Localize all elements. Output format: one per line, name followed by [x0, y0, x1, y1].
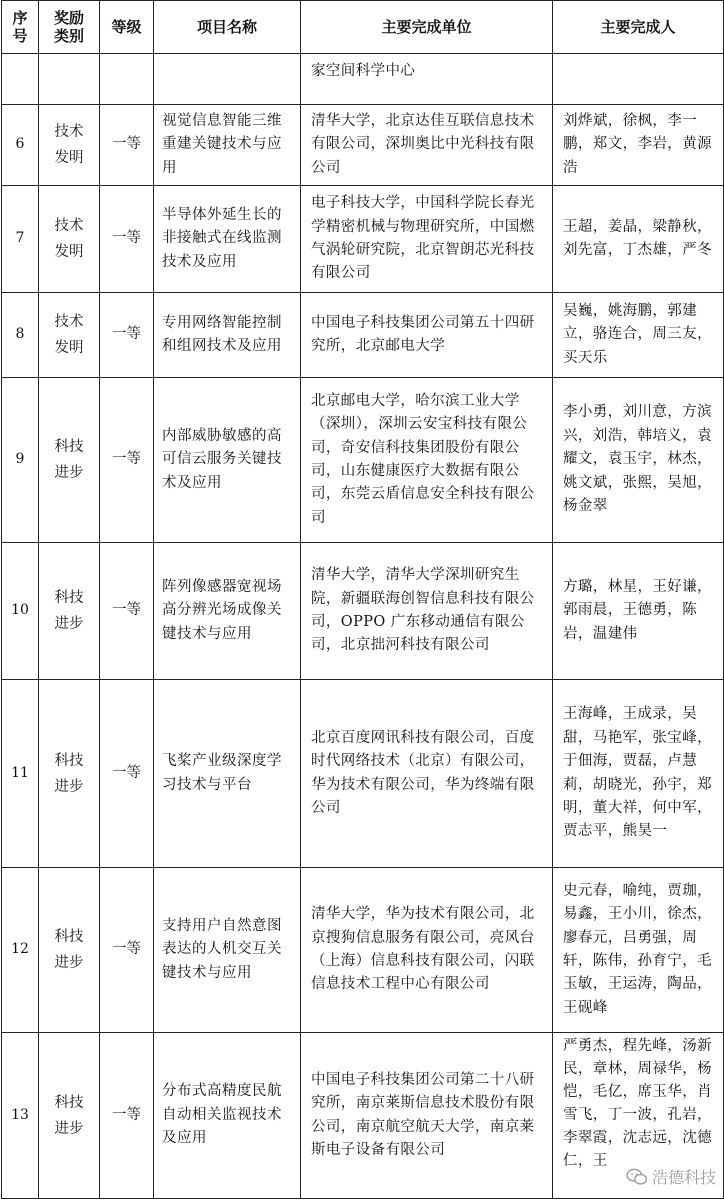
- row-index: 12: [2, 868, 39, 1033]
- table-row: [2, 105, 724, 186]
- row-units: 清华大学，华为技术有限公司，北京搜狗信息服务有限公司，亮风台（上海）信息科技有限公司，闪联信息技术工程中心有限公司: [301, 868, 553, 1033]
- row-project-name: 专用网络智能控制和组网技术及应用: [154, 293, 301, 378]
- row-units: 清华大学，北京达佳互联信息技术有限公司，深圳奥比中光科技有限公司: [301, 105, 553, 186]
- row-grade: 一等: [100, 105, 154, 186]
- table-row: [2, 680, 724, 868]
- row-award-type: [39, 54, 100, 105]
- row-persons: 史元春，喻纯，贾珈，易鑫，王小川，徐杰，廖春元，吕勇强，周轩，陈伟，孙育宁，毛玉敏，王运涛，陶品，王砚峰: [553, 868, 724, 1033]
- table-row: [2, 54, 724, 105]
- row-grade: 一等: [100, 868, 154, 1033]
- row-index: 11: [2, 680, 39, 868]
- row-award-type: 技术发明: [39, 105, 100, 186]
- row-project-name: 视觉信息智能三维重建关键技术与应用: [154, 105, 301, 186]
- table-row: [2, 868, 724, 1033]
- row-grade: 一等: [100, 1033, 154, 1199]
- row-grade: 一等: [100, 186, 154, 293]
- header-row: [2, 1, 724, 54]
- row-units: 中国电子科技集团公司第五十四研究所，北京邮电大学: [301, 293, 553, 378]
- row-persons: 严勇杰，程先峰，汤新民，章林，周禄华，杨恺，毛亿，席玉华，肖雪飞，丁一波，孔岩，李翠霞，沈志远，沈德仁，王: [553, 1033, 724, 1199]
- table-row: [2, 186, 724, 293]
- row-project-name: 分布式高精度民航自动相关监视技术及应用: [154, 1033, 301, 1199]
- row-persons: 刘烨斌，徐枫，李一鹏，郑文，李岩，黄源浩: [553, 105, 724, 186]
- table-row: [2, 543, 724, 680]
- row-persons: 李小勇，刘川意，方滨兴，刘浩，韩培义，袁耀文，袁玉宇，林杰，姚文斌，张熙，吴旭，杨金翠: [553, 378, 724, 543]
- row-index: 6: [2, 105, 39, 186]
- row-persons: 王海峰，王成录，吴甜，马艳军，张宝峰，于佃海，贾磊，卢慧莉，胡晓光，孙宇，郑明，董大祥，何中军，贾志平，熊昊一: [553, 680, 724, 868]
- row-persons: 吴巍，姚海鹏，郭建立，骆连合，周三友，买天乐: [553, 293, 724, 378]
- awards-table: [1, 0, 724, 1199]
- header-persons: 主要完成人: [553, 1, 724, 54]
- row-index: 7: [2, 186, 39, 293]
- row-award-type: 技术发明: [39, 186, 100, 293]
- row-index: 9: [2, 378, 39, 543]
- row-units: 北京邮电大学，哈尔滨工业大学（深圳），深圳云安宝科技有限公司，奇安信科技集团股份有限公司，山东健康医疗大数据有限公司，东莞云盾信息安全科技有限公司: [301, 378, 553, 543]
- row-persons: 王超，姜晶，梁静秋，刘先富，丁杰雄，严冬: [553, 186, 724, 293]
- row-award-type: 科技进步: [39, 378, 100, 543]
- row-units: 中国电子科技集团公司第二十八研究所，南京莱斯信息技术股份有限公司，南京航空航天大学，南京莱斯电子设备有限公司: [301, 1033, 553, 1199]
- row-award-type: 科技进步: [39, 680, 100, 868]
- row-award-type: 技术发明: [39, 293, 100, 378]
- row-project-name: 阵列像感器宽视场高分辨光场成像关键技术与应用: [154, 543, 301, 680]
- row-project-name: 内部威胁敏感的高可信云服务关键技术及应用: [154, 378, 301, 543]
- table-row: [2, 293, 724, 378]
- row-project-name: 支持用户自然意图表达的人机交互关键技术与应用: [154, 868, 301, 1033]
- row-index: 10: [2, 543, 39, 680]
- row-index: 8: [2, 293, 39, 378]
- header-award-type: 奖励类别: [39, 1, 100, 54]
- row-project-name: 飞桨产业级深度学习技术与平台: [154, 680, 301, 868]
- row-award-type: 科技进步: [39, 868, 100, 1033]
- row-project-name: [154, 54, 301, 105]
- row-persons: 方璐，林星，王好谦，郭雨晨，王德勇，陈岩，温建伟: [553, 543, 724, 680]
- row-units: 清华大学，清华大学深圳研究生院，新疆联海创智信息科技有限公司，OPPO 广东移动通信有限公司，北京拙河科技有限公司: [301, 543, 553, 680]
- row-units: 北京百度网讯科技有限公司，百度时代网络技术（北京）有限公司，华为技术有限公司，华为终端有限公司: [301, 680, 553, 868]
- row-grade: 一等: [100, 543, 154, 680]
- row-grade: 一等: [100, 378, 154, 543]
- row-units: 家空间科学中心: [301, 54, 553, 105]
- row-index: 13: [2, 1033, 39, 1199]
- row-award-type: 科技进步: [39, 543, 100, 680]
- table-row: [2, 378, 724, 543]
- row-index: [2, 54, 39, 105]
- header-grade: 等级: [100, 1, 154, 54]
- header-project-name: 项目名称: [154, 1, 301, 54]
- header-units: 主要完成单位: [301, 1, 553, 54]
- row-project-name: 半导体外延生长的非接触式在线监测技术及应用: [154, 186, 301, 293]
- row-award-type: 科技进步: [39, 1033, 100, 1199]
- row-grade: 一等: [100, 293, 154, 378]
- watermark-text: 浩德科技: [651, 1168, 716, 1187]
- header-index: 序号: [2, 1, 39, 54]
- row-grade: 一等: [100, 680, 154, 868]
- row-persons: [553, 54, 724, 105]
- row-grade: [100, 54, 154, 105]
- table-row: [2, 1033, 724, 1199]
- row-units: 电子科技大学，中国科学院长春光学精密机械与物理研究所，中国燃气涡轮研究院，北京智朗芯光科技有限公司: [301, 186, 553, 293]
